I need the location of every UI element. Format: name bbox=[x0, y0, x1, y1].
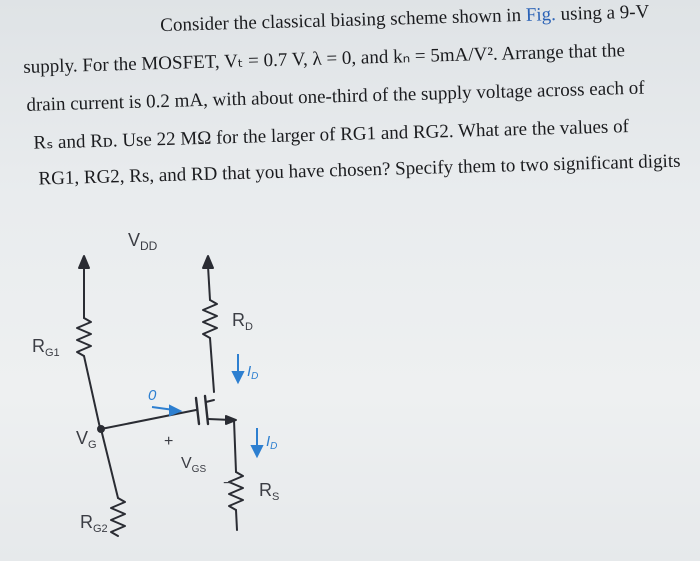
mosfet-gate-plate bbox=[196, 398, 199, 424]
id-label-source: $I_D$ bbox=[266, 433, 278, 452]
problem-line-4: Rₛ and Rᴅ. Use 22 MΩ for the larger of RG1 and RG2. What are the values of bbox=[33, 116, 630, 154]
id-arrowhead-source bbox=[252, 446, 262, 456]
vdd-label: $V_{DD}$ bbox=[128, 230, 158, 253]
rg1-label: $R_{G1}$ bbox=[32, 336, 60, 359]
problem-line-3: drain current is 0.2 mA, with about one-third of the supply voltage across each of bbox=[26, 77, 645, 116]
rg2-resistor bbox=[111, 498, 125, 536]
rg2-wire bbox=[101, 429, 118, 498]
vdd-arrow-right bbox=[203, 256, 213, 268]
mosfet-drain-lead bbox=[206, 400, 214, 402]
rg1-gate-wire bbox=[84, 356, 100, 428]
problem-line-1-start: Consider the classical biasing scheme shown in bbox=[159, 4, 527, 37]
problem-line-1-end: using a 9-V bbox=[555, 1, 650, 26]
rd-resistor bbox=[203, 300, 217, 338]
rg1-resistor bbox=[77, 318, 91, 356]
minus-sign: − bbox=[223, 475, 233, 492]
vg-label: $V_G$ bbox=[76, 428, 97, 451]
zero-label: 0 bbox=[148, 387, 157, 404]
vdd-arrow-left bbox=[79, 256, 89, 268]
id-label-drain: $I_D$ bbox=[247, 363, 259, 382]
drain-wire bbox=[210, 338, 214, 392]
rd-supply-wire bbox=[208, 266, 210, 300]
source-wire bbox=[234, 420, 236, 472]
problem-line-5: RG1, RG2, Rs, and RD that you have chosen? Specify them to two significant digits bbox=[38, 150, 681, 190]
rs-ground-wire bbox=[236, 510, 237, 530]
rd-label: $R_D$ bbox=[232, 310, 253, 333]
figure-link[interactable]: Fig. bbox=[525, 4, 557, 26]
rs-label: $R_S$ bbox=[259, 480, 280, 503]
vgs-label: $V_{GS}$ bbox=[181, 455, 207, 475]
rg2-label: $R_{G2}$ bbox=[80, 512, 108, 535]
problem-line-2: supply. For the MOSFET, Vₜ = 0.7 V, λ = 0, and kₙ = 5mA/V². Arrange that the bbox=[23, 40, 626, 78]
gate-wire bbox=[101, 410, 196, 429]
plus-sign: + bbox=[164, 433, 174, 450]
id-arrowhead-drain bbox=[233, 372, 243, 382]
